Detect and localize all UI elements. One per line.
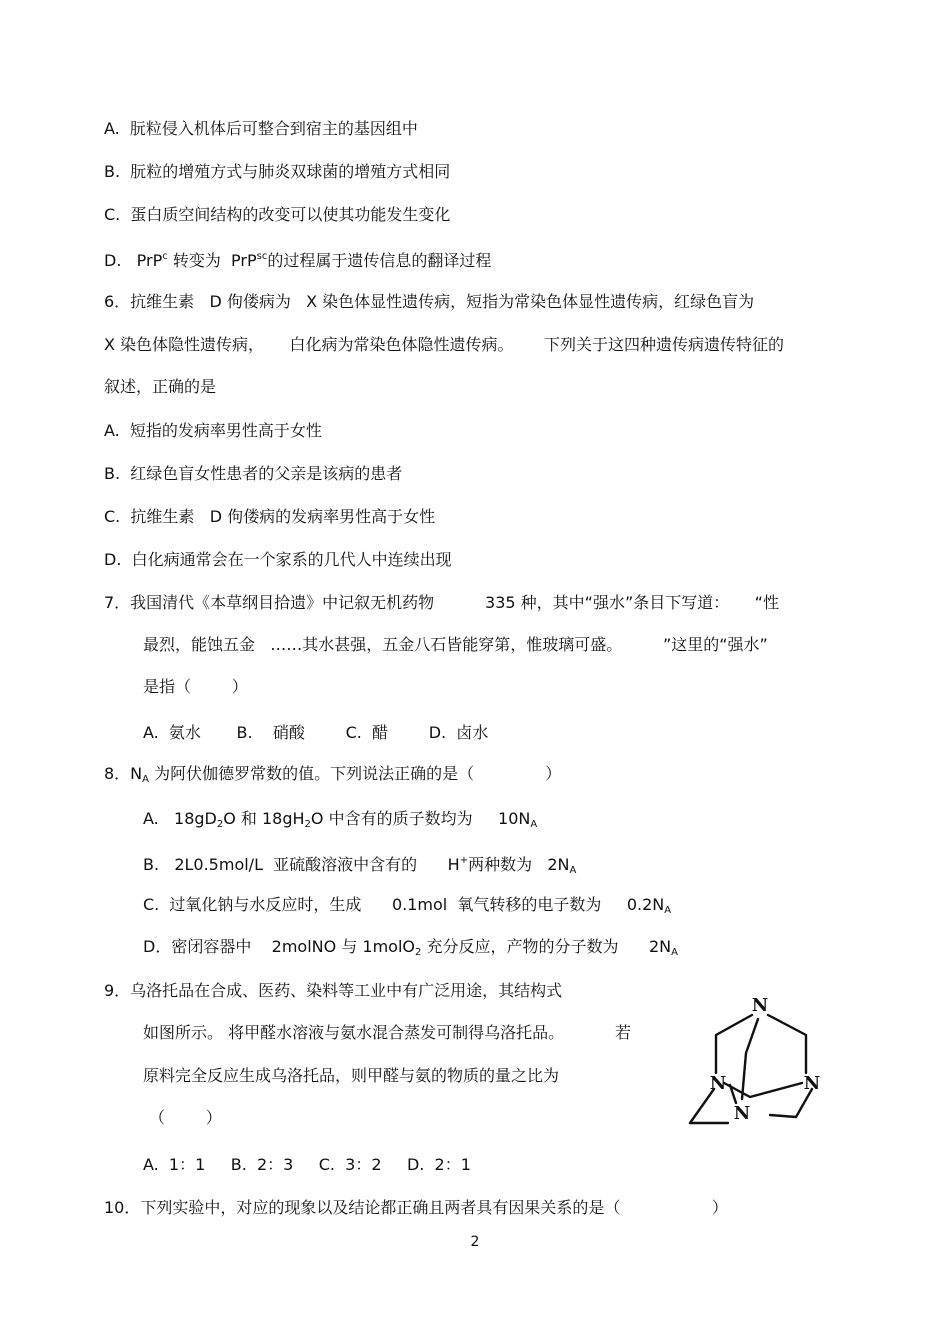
q5-d-text-3: 的过程属于遗传信息的翻译过程 xyxy=(267,251,492,270)
q8-d-sub-2: A xyxy=(671,947,678,958)
urotropin-structure-figure xyxy=(684,985,844,1135)
q5-option-c: C. 蛋白质空间结构的改变可以使其功能发生变化 xyxy=(104,205,451,224)
q7-stem-line-2: 最烈，能蚀五金 ……其水甚强，五金八石皆能穿第，惟玻璃可盛。 ”这里的“强水” xyxy=(143,635,768,654)
q8-stem-sub: A xyxy=(142,774,149,785)
q7-stem-line-3: 是指（ ） xyxy=(143,677,248,696)
q7-stem-line-1: 7．我国清代《本草纲目拾遗》中记叙无机药物 335 种，其中“强水”条目下写道： “性 xyxy=(104,593,779,612)
q8-a-text-1: A. 18gD xyxy=(143,809,217,828)
nitrogen-label-left: N xyxy=(709,1073,727,1094)
q8-c-sub: A xyxy=(664,905,672,916)
q6-option-b: B. 红绿色盲女性患者的父亲是该病的患者 xyxy=(104,464,403,483)
q8-b-text-2: 两种数为 2N xyxy=(468,855,570,874)
nitrogen-label-top: N xyxy=(751,995,769,1016)
q8-a-sub-1: 2 xyxy=(216,819,224,830)
page-number: 2 xyxy=(470,1234,480,1250)
q5-option-d xyxy=(104,247,491,271)
q8-option-b xyxy=(143,851,576,881)
q8-a-text-2: O 和 18gH xyxy=(223,809,305,828)
q6-option-d: D. 白化病通常会在一个家系的几代人中连续出现 xyxy=(104,550,452,569)
q7-options: A. 氨水 B. 硝酸 C. 醋 D. 卤水 xyxy=(143,723,489,742)
q6-stem-line-1: 6．抗维生素 D 佝偻病为 X 染色体显性遗传病，短指为常染色体显性遗传病，红绿色盲为 xyxy=(104,292,755,311)
q8-a-sub-3: A xyxy=(530,819,538,830)
q6-stem-line-2: X 染色体隐性遗传病， 白化病为常染色体隐性遗传病。 下列关于这四种遗传病遗传特征的 xyxy=(104,335,784,354)
q5-option-a: A. 朊粒侵入机体后可整合到宿主的基因组中 xyxy=(104,119,418,138)
q9-stem-line-1: 9．乌洛托品在合成、医药、染料等工业中有广泛用途，其结构式 xyxy=(104,981,563,1000)
q8-b-text-1: B. 2L0.5mol/L 亚硫酸溶液中含有的 H xyxy=(143,855,460,874)
q8-b-sub: A xyxy=(569,865,577,876)
q8-d-text-2: 充分反应，产物的分子数为 2N xyxy=(421,937,672,956)
q8-option-a xyxy=(143,809,537,835)
q6-option-c: C. 抗维生素 D 佝偻病的发病率男性高于女性 xyxy=(104,507,436,526)
q8-stem-text-2: 为阿伏伽德罗常数的值。下列说法正确的是（ ） xyxy=(149,764,562,783)
q6-option-a: A. 短指的发病率男性高于女性 xyxy=(104,421,322,440)
structure-bonds xyxy=(690,1015,812,1123)
q5-d-text-1: D. PrP xyxy=(104,251,163,270)
q8-stem-text-1: 8．N xyxy=(104,764,143,783)
q9-stem-line-3: 原料完全反应生成乌洛托品，则甲醛与氨的物质的量之比为 xyxy=(143,1066,560,1085)
q5-d-text-2: 转变为 PrP xyxy=(167,251,257,270)
q8-option-d xyxy=(143,937,678,963)
nitrogen-label-bottom: N xyxy=(733,1103,751,1124)
q9-stem-line-2: 如图所示。 将甲醛水溶液与氨水混合蒸发可制得乌洛托品。 若 xyxy=(143,1023,631,1042)
q8-d-text-1: D．密闭容器中 2molNO 与 1molO xyxy=(143,937,415,956)
q8-stem xyxy=(104,764,561,790)
q5-option-b: B. 朊粒的增殖方式与肺炎双球菌的增殖方式相同 xyxy=(104,162,451,181)
q10-stem: 10．下列实验中，对应的现象以及结论都正确且两者具有因果关系的是（ ） xyxy=(104,1198,728,1217)
q8-b-sup: + xyxy=(459,855,469,866)
q8-c-text-1: C. 过氧化钠与水反应时，生成 0.1mol 氧气转移的电子数为 0.2N xyxy=(143,895,665,914)
q9-stem-line-4: （ ） xyxy=(149,1108,222,1127)
nitrogen-label-right: N xyxy=(803,1073,821,1094)
q8-a-sub-2: 2 xyxy=(304,819,311,830)
q8-a-text-3: O 中含有的质子数均为 10N xyxy=(310,809,531,828)
q5-d-sup-1: c xyxy=(162,251,168,262)
q9-options: A. 1：1 B. 2：3 C. 3：2 D. 2：1 xyxy=(143,1155,471,1174)
q6-stem-line-3: 叙述，正确的是 xyxy=(104,377,217,396)
q8-d-sub-1: 2 xyxy=(415,947,422,958)
q5-d-sup-2: sc xyxy=(256,251,268,262)
q8-option-c xyxy=(143,895,671,921)
